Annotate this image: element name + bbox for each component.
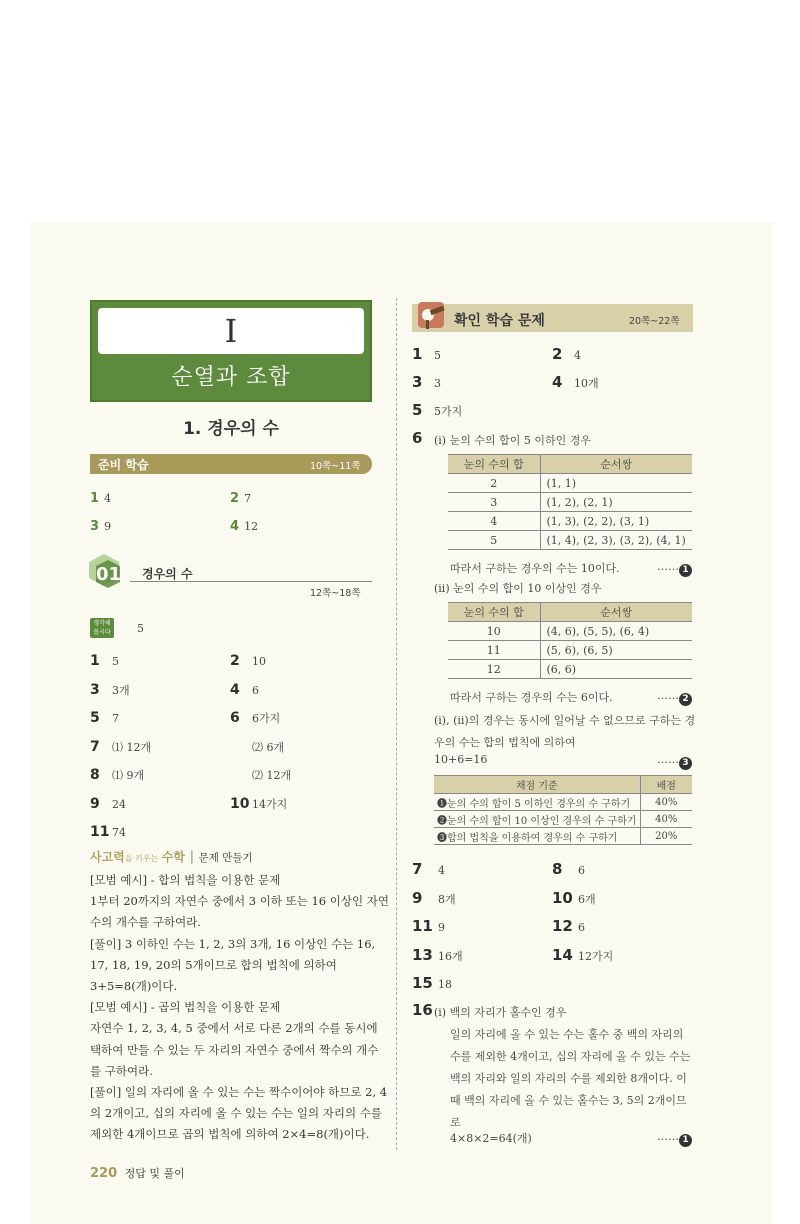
unit-answer-value: ⑴ 12개	[112, 740, 152, 754]
q6-result1: 따라서 구하는 경우의 수는 10이다. …… 1	[450, 560, 692, 576]
unit-answer-value: 6	[252, 683, 259, 697]
unit-answer-10	[230, 764, 291, 783]
mark-2-icon: 2	[679, 693, 692, 706]
unit-answer-number: 6	[230, 710, 240, 726]
q6-conclusion-1: (ⅰ), (ⅱ)의 경우는 동시에 일어날 수 없으므로 구하는 경	[434, 714, 696, 727]
mark-1-icon: 1	[679, 1134, 692, 1147]
q16-line: 수를 제외한 4개이고, 십의 자리에 올 수 있는 수는	[450, 1050, 691, 1063]
unit-answer-number: 11	[90, 824, 110, 840]
review-answer-b-2	[552, 859, 585, 878]
table-cell: 11	[448, 641, 540, 660]
left-paragraph-line: 를 구하여라.	[90, 1063, 153, 1078]
review-answer-value: 10개	[574, 377, 599, 390]
review-answer-b-9	[412, 973, 452, 992]
unit-answer-4	[230, 679, 259, 698]
prep-answer-2: 2 7	[230, 491, 252, 506]
unit-answer-6	[230, 707, 280, 726]
unit-answer-number: 1	[90, 653, 100, 669]
review-answer-value: 5가지	[434, 405, 463, 418]
review-answer-b-value: 9	[438, 921, 445, 934]
review-answer-b-number: 10	[552, 888, 573, 907]
table-cell: (1, 4), (2, 3), (3, 2), (4, 1)	[540, 531, 692, 550]
footer-label: 정답 및 풀이	[124, 1167, 185, 1180]
scoring-criterion	[434, 811, 640, 828]
scoring-text: 눈의 수의 합이 10 이상인 경우의 수 구하기	[447, 815, 637, 827]
q6-table2-h2: 순서쌍	[540, 603, 692, 622]
math-box-label: 문제 만들기	[198, 852, 253, 864]
unit-answer-7	[90, 736, 151, 755]
scoring-points: 40%	[640, 794, 692, 811]
left-paragraph-line: 1부터 20까지의 자연수 중에서 3 이하 또는 16 이상인 자연	[90, 894, 389, 909]
q16-line: 때 백의 자리에 올 수 있는 홀수는 3, 5의 2개이므	[450, 1094, 687, 1107]
unit-answer-value: 7	[112, 712, 119, 725]
left-paragraph-line: [풀이] 3 이하인 수는 1, 2, 3의 3개, 16 이상인 수는 16,	[90, 936, 376, 951]
review-answer-b-value: 8개	[438, 892, 456, 906]
q6-table1-h1: 눈의 수의 합	[448, 455, 540, 474]
left-paragraph-line: [풀이] 일의 자리에 올 수 있는 수는 짝수이어야 하므로 2, 4	[90, 1085, 388, 1099]
table-row	[448, 493, 692, 512]
q16-line: 일의 자리에 올 수 있는 수는 홀수 중 백의 자리의	[450, 1028, 684, 1041]
review-answer-b-number: 14	[552, 945, 573, 964]
prep-answer-4: 4 12	[230, 519, 259, 534]
scoring-criterion	[434, 828, 640, 845]
unit-answer-number: 4	[230, 681, 240, 698]
left-paragraph-line: 제외한 4개이므로 곱의 법칙에 의하여 2×4=8(개)이다.	[90, 1127, 370, 1142]
review-answer-b-number: 12	[552, 917, 573, 935]
q6-equation: 10+6=16 …… 3	[434, 753, 692, 766]
prep-pages: 10쪽~11쪽	[310, 461, 361, 472]
table-cell: 4	[448, 512, 540, 531]
unit-answer-number: 10	[230, 795, 250, 812]
scoring-mark-icon: ➊	[437, 798, 447, 810]
prep-bar	[90, 454, 372, 474]
unit-rule	[130, 581, 372, 582]
review-answer-b-6	[552, 916, 585, 935]
chapter-roman-box: I	[98, 308, 364, 354]
review-answer-4	[552, 372, 599, 391]
scoring-row	[434, 811, 692, 828]
review-pages: 20쪽~22쪽	[629, 316, 680, 327]
review-title: 확인 학습 문제	[454, 313, 545, 329]
review-answer-b-5	[412, 916, 445, 935]
q16-case1: (ⅰ) 백의 자리가 홀수인 경우	[434, 1006, 567, 1019]
table-cell: 5	[448, 531, 540, 550]
q6-case1: (ⅰ) 눈의 수의 합이 5 이하인 경우	[434, 434, 591, 447]
review-answer-b-number: 8	[552, 860, 563, 878]
left-paragraph-line: 수의 개수를 구하여라.	[90, 915, 201, 930]
prep-answer-3: 3 9	[90, 519, 112, 534]
table-cell: (1, 2), (2, 1)	[540, 493, 692, 512]
review-answer-b-value: 18	[438, 978, 452, 991]
unit-answer-number: 9	[90, 795, 100, 812]
unit-answer-value: ⑵ 12개	[252, 769, 292, 782]
review-answer-number: 5	[412, 401, 423, 419]
left-paragraph-line: 17, 18, 19, 20의 5개이므로 합의 법칙에 의하여	[90, 957, 337, 972]
unit-answer-number: 7	[90, 738, 100, 755]
q6-result2-dots: ……	[657, 689, 679, 702]
scoring-table	[434, 775, 692, 845]
review-answer-number: 2	[552, 345, 563, 363]
left-paragraph-line: 택하여 만들 수 있는 두 자리의 자연수 중에서 짝수의 개수	[90, 1042, 379, 1057]
table-row	[448, 660, 692, 679]
left-paragraph-line: [모범 예시] - 합의 법칙을 이용한 문제	[90, 873, 281, 887]
q6-table1	[448, 454, 692, 550]
column-divider	[396, 298, 397, 1150]
think-answer: 5	[137, 622, 144, 635]
scoring-mark-icon: ➌	[437, 832, 447, 844]
prep-answer-1: 1 4	[90, 491, 112, 506]
review-answer-number: 4	[552, 373, 563, 391]
unit-pages: 12쪽~18쪽	[310, 588, 361, 599]
review-answer-b-value: 16개	[438, 949, 463, 963]
math-brand-a: 사고력	[90, 850, 125, 864]
table-cell: 10	[448, 622, 540, 641]
scoring-text: 합의 법칙을 이용하여 경우의 수 구하기	[447, 832, 618, 844]
unit-answer-3	[90, 679, 130, 698]
review-answer-b-3	[412, 888, 456, 907]
telescope-icon	[414, 298, 448, 332]
review-answer-value: 4	[574, 349, 581, 362]
q6-equation-dots: ……	[657, 753, 679, 766]
unit-answer-value: ⑵ 6개	[252, 740, 285, 754]
section-title: 1. 경우의 수	[183, 419, 279, 439]
review-answer-value: 3	[434, 377, 441, 390]
mark-3-icon: 3	[679, 757, 692, 770]
review-answer-b-4	[552, 888, 596, 907]
review-answer-1	[412, 344, 441, 363]
table-cell: (4, 6), (5, 5), (6, 4)	[540, 622, 692, 641]
review-answer-b-number: 13	[412, 945, 433, 964]
review-answer-b-value: 6	[578, 921, 585, 934]
unit-answer-number: 8	[90, 767, 100, 783]
q6-result1-dots: ……	[657, 560, 679, 573]
textbook-page	[30, 222, 772, 1224]
unit-answer-number: 5	[90, 710, 100, 726]
q6-number: 6	[412, 429, 423, 447]
review-bar	[412, 304, 693, 332]
chapter-title: 순열과 조합	[171, 365, 291, 390]
review-answer-3	[412, 372, 441, 391]
scoring-mark-icon: ➋	[437, 815, 447, 827]
unit-answer-number: 2	[230, 653, 240, 669]
math-brand-b: 을 키우는	[124, 854, 159, 863]
think-badge: 생각해 봅시다	[90, 618, 114, 638]
unit-answer-12	[230, 793, 287, 812]
review-answer-5	[412, 400, 462, 419]
math-brand-c: 수학	[161, 850, 185, 864]
unit-answer-5	[90, 707, 119, 726]
unit-answer-value: 14가지	[252, 797, 288, 811]
q16-equation-dots: ……	[657, 1130, 679, 1143]
unit-answer-value: 5	[112, 655, 119, 668]
unit-number: 01	[96, 564, 122, 585]
review-answer-b-number: 7	[412, 860, 423, 878]
table-cell: 3	[448, 493, 540, 512]
review-answer-b-number: 11	[412, 917, 433, 935]
unit-answer-11	[90, 793, 126, 812]
table-row	[448, 531, 692, 550]
q6-case2: (ⅱ) 눈의 수의 합이 10 이상인 경우	[434, 582, 602, 595]
unit-answer-value: 74	[112, 826, 126, 839]
q6-table2-h1: 눈의 수의 합	[448, 603, 540, 622]
review-answer-b-value: 6	[578, 864, 585, 877]
review-answer-b-7	[412, 945, 463, 964]
unit-answer-2	[230, 650, 266, 669]
unit-answer-9	[90, 764, 144, 783]
scoring-points: 20%	[640, 828, 692, 845]
q6-conclusion-2: 우의 수는 합의 법칙에 의하여	[434, 736, 576, 749]
scoring-criterion	[434, 794, 640, 811]
scoring-row	[434, 794, 692, 811]
review-answer-b-value: 6개	[578, 892, 596, 906]
unit-title: 경우의 수	[142, 567, 193, 581]
review-answer-b-value: 12가지	[578, 949, 614, 963]
left-paragraph-line: 3+5=8(개)이다.	[90, 979, 178, 993]
table-row	[448, 622, 692, 641]
unit-answer-number: 3	[90, 681, 100, 698]
unit-answer-value: 10	[252, 655, 266, 668]
left-paragraph-line: [모범 예시] - 곱의 법칙을 이용한 문제	[90, 1000, 281, 1015]
review-answer-number: 1	[412, 345, 423, 363]
scoring-text: 눈의 수의 합이 5 이하인 경우의 수 구하기	[447, 798, 631, 810]
review-answer-b-1	[412, 859, 445, 878]
scoring-points: 40%	[640, 811, 692, 828]
table-row	[448, 474, 692, 493]
unit-answer-value: ⑴ 9개	[112, 769, 145, 782]
unit-answer-value: 3개	[112, 683, 130, 697]
review-answer-b-number: 9	[412, 888, 423, 907]
q16-line: 백의 자리와 일의 자리의 수를 제외한 8개이다. 이	[450, 1072, 687, 1085]
unit-answer-8	[230, 736, 284, 755]
q16-line: 로	[450, 1116, 461, 1129]
q6-table1-h2: 순서쌍	[540, 455, 692, 474]
prep-label: 준비 학습	[98, 458, 149, 472]
table-cell: 12	[448, 660, 540, 679]
table-cell: 2	[448, 474, 540, 493]
review-answer-number: 3	[412, 373, 423, 391]
scoring-row	[434, 828, 692, 845]
review-answer-b-number: 15	[412, 974, 433, 992]
review-answer-b-value: 4	[438, 864, 445, 877]
page-footer	[90, 1165, 185, 1181]
table-cell: (6, 6)	[540, 660, 692, 679]
table-row	[448, 641, 692, 660]
scoring-h1: 채점 기준	[434, 776, 640, 794]
table-cell: (5, 6), (6, 5)	[540, 641, 692, 660]
review-answer-value: 5	[434, 349, 441, 362]
unit-answer-13	[90, 821, 126, 840]
review-answer-b-8	[552, 945, 613, 964]
mark-1-icon: 1	[679, 564, 692, 577]
table-cell: (1, 1)	[540, 474, 692, 493]
page-number: 220	[90, 1166, 118, 1181]
review-answer-2	[552, 344, 581, 363]
unit-answer-value: 24	[112, 797, 126, 811]
scoring-h2: 배점	[640, 776, 692, 794]
q16-number: 16	[412, 1001, 433, 1019]
left-paragraph-line: 자연수 1, 2, 3, 4, 5 중에서 서로 다른 2개의 수를 동시에	[90, 1021, 378, 1036]
q6-result2: 따라서 구하는 경우의 수는 6이다. …… 2	[450, 689, 692, 705]
chapter-header	[90, 300, 372, 402]
q6-table2	[448, 602, 692, 679]
unit-answer-value: 6가지	[252, 712, 281, 725]
left-paragraph-line: 의 2개이고, 십의 자리에 올 수 있는 수는 일의 자리의 수를	[90, 1106, 382, 1121]
math-box-header: 사고력을 키우는 수학 │ 문제 만들기	[90, 850, 253, 864]
table-cell: (1, 3), (2, 2), (3, 1)	[540, 512, 692, 531]
unit-answer-1	[90, 650, 119, 669]
table-row	[448, 512, 692, 531]
q16-equation: 4×8×2=64(개) …… 1	[450, 1130, 692, 1146]
